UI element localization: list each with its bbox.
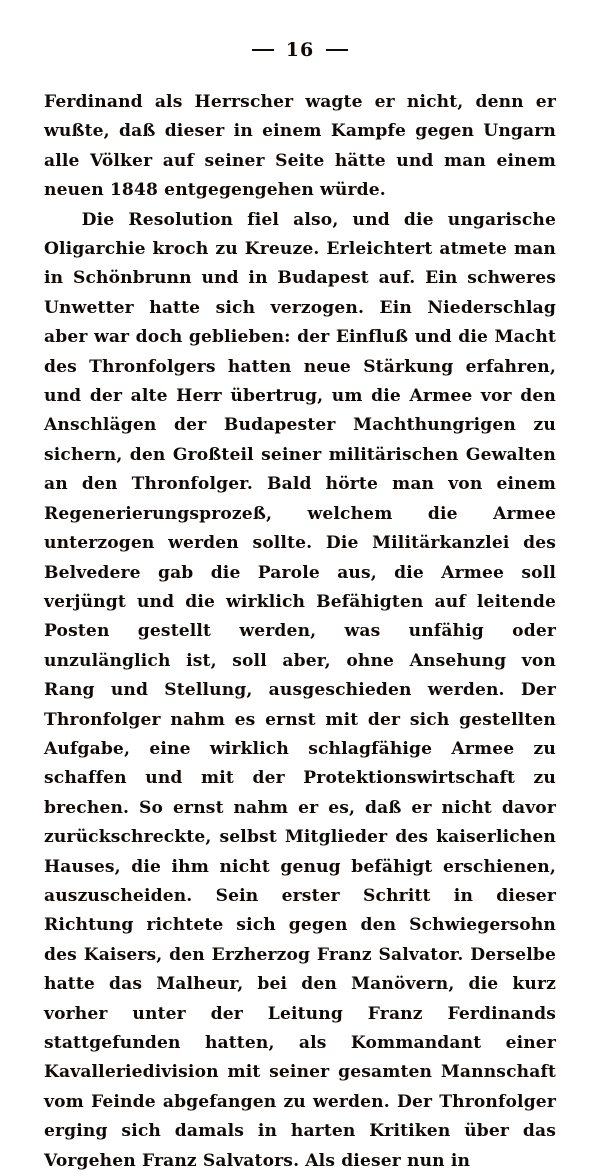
paragraph-1: Ferdinand als Herrscher wagte er nicht, denn er wußte, daß dieser in einem Kampfe gegen Ungarn alle Völker auf seiner Seite hätte und man einem neuen 1848 entgegengehen würde. bbox=[44, 92, 556, 201]
header-rule-right bbox=[326, 49, 348, 51]
paragraph-2: Die Resolution fiel also, und die ungarische Oligarchie kroch zu Kreuze. Erleichtert atmete man in Schönbrunn und in Budapest auf. Ein schweres Unwetter hatte sich verzogen. Ein Niederschlag aber war doch geblieben: der Einfluß und die Macht des Thronfolgers hatten neue Stärkung erfahren, und der alte Herr übertrug, um die Armee vor den Anschlägen der Budapester Machthungrigen zu sichern, den Großteil seiner militärischen Gewalten an den Thronfolger. Bald hörte man von einem Regenerierungsprozeß, welchem die Armee unterzogen werden sollte. Die Militärkanzlei des Belvedere gab die Parole aus, die Armee soll verjüngt und die wirklich Befähigten auf leitende Posten gestellt werden, was unfähig oder unzulänglich ist, soll aber, ohne Ansehung von Rang und Stellung, ausgeschieden werden. Der Thronfolger nahm es ernst mit der sich gestellten Aufgabe, eine wirklich schlagfähige Armee zu schaffen und mit der Protektionswirtschaft zu brechen. So ernst nahm er es, daß er nicht davor zurückschreckte, selbst Mitglieder des kaiserlichen Hauses, die ihm nicht genug befähigt erschienen, auszuscheiden. Sein erster Schritt in dieser Richtung richtete sich gegen den Schwiegersohn des Kaisers, den Erzherzog Franz Salvator. Derselbe hatte das Malheur, bei den Manövern, die kurz vorher unter der Leitung Franz Ferdinands stattgefunden hatten, als Kommandant einer Kavalleriedivision mit seiner gesamten Mannschaft vom Feinde abgefangen zu werden. Der Thronfolger erging sich damals in harten Kritiken über das Vorgehen Franz Salvators. Als dieser nun in bbox=[44, 209, 556, 1171]
page-body bbox=[44, 88, 556, 1176]
page-number: 16 bbox=[285, 39, 315, 61]
page-header bbox=[0, 38, 600, 61]
header-rule-left bbox=[252, 49, 274, 51]
